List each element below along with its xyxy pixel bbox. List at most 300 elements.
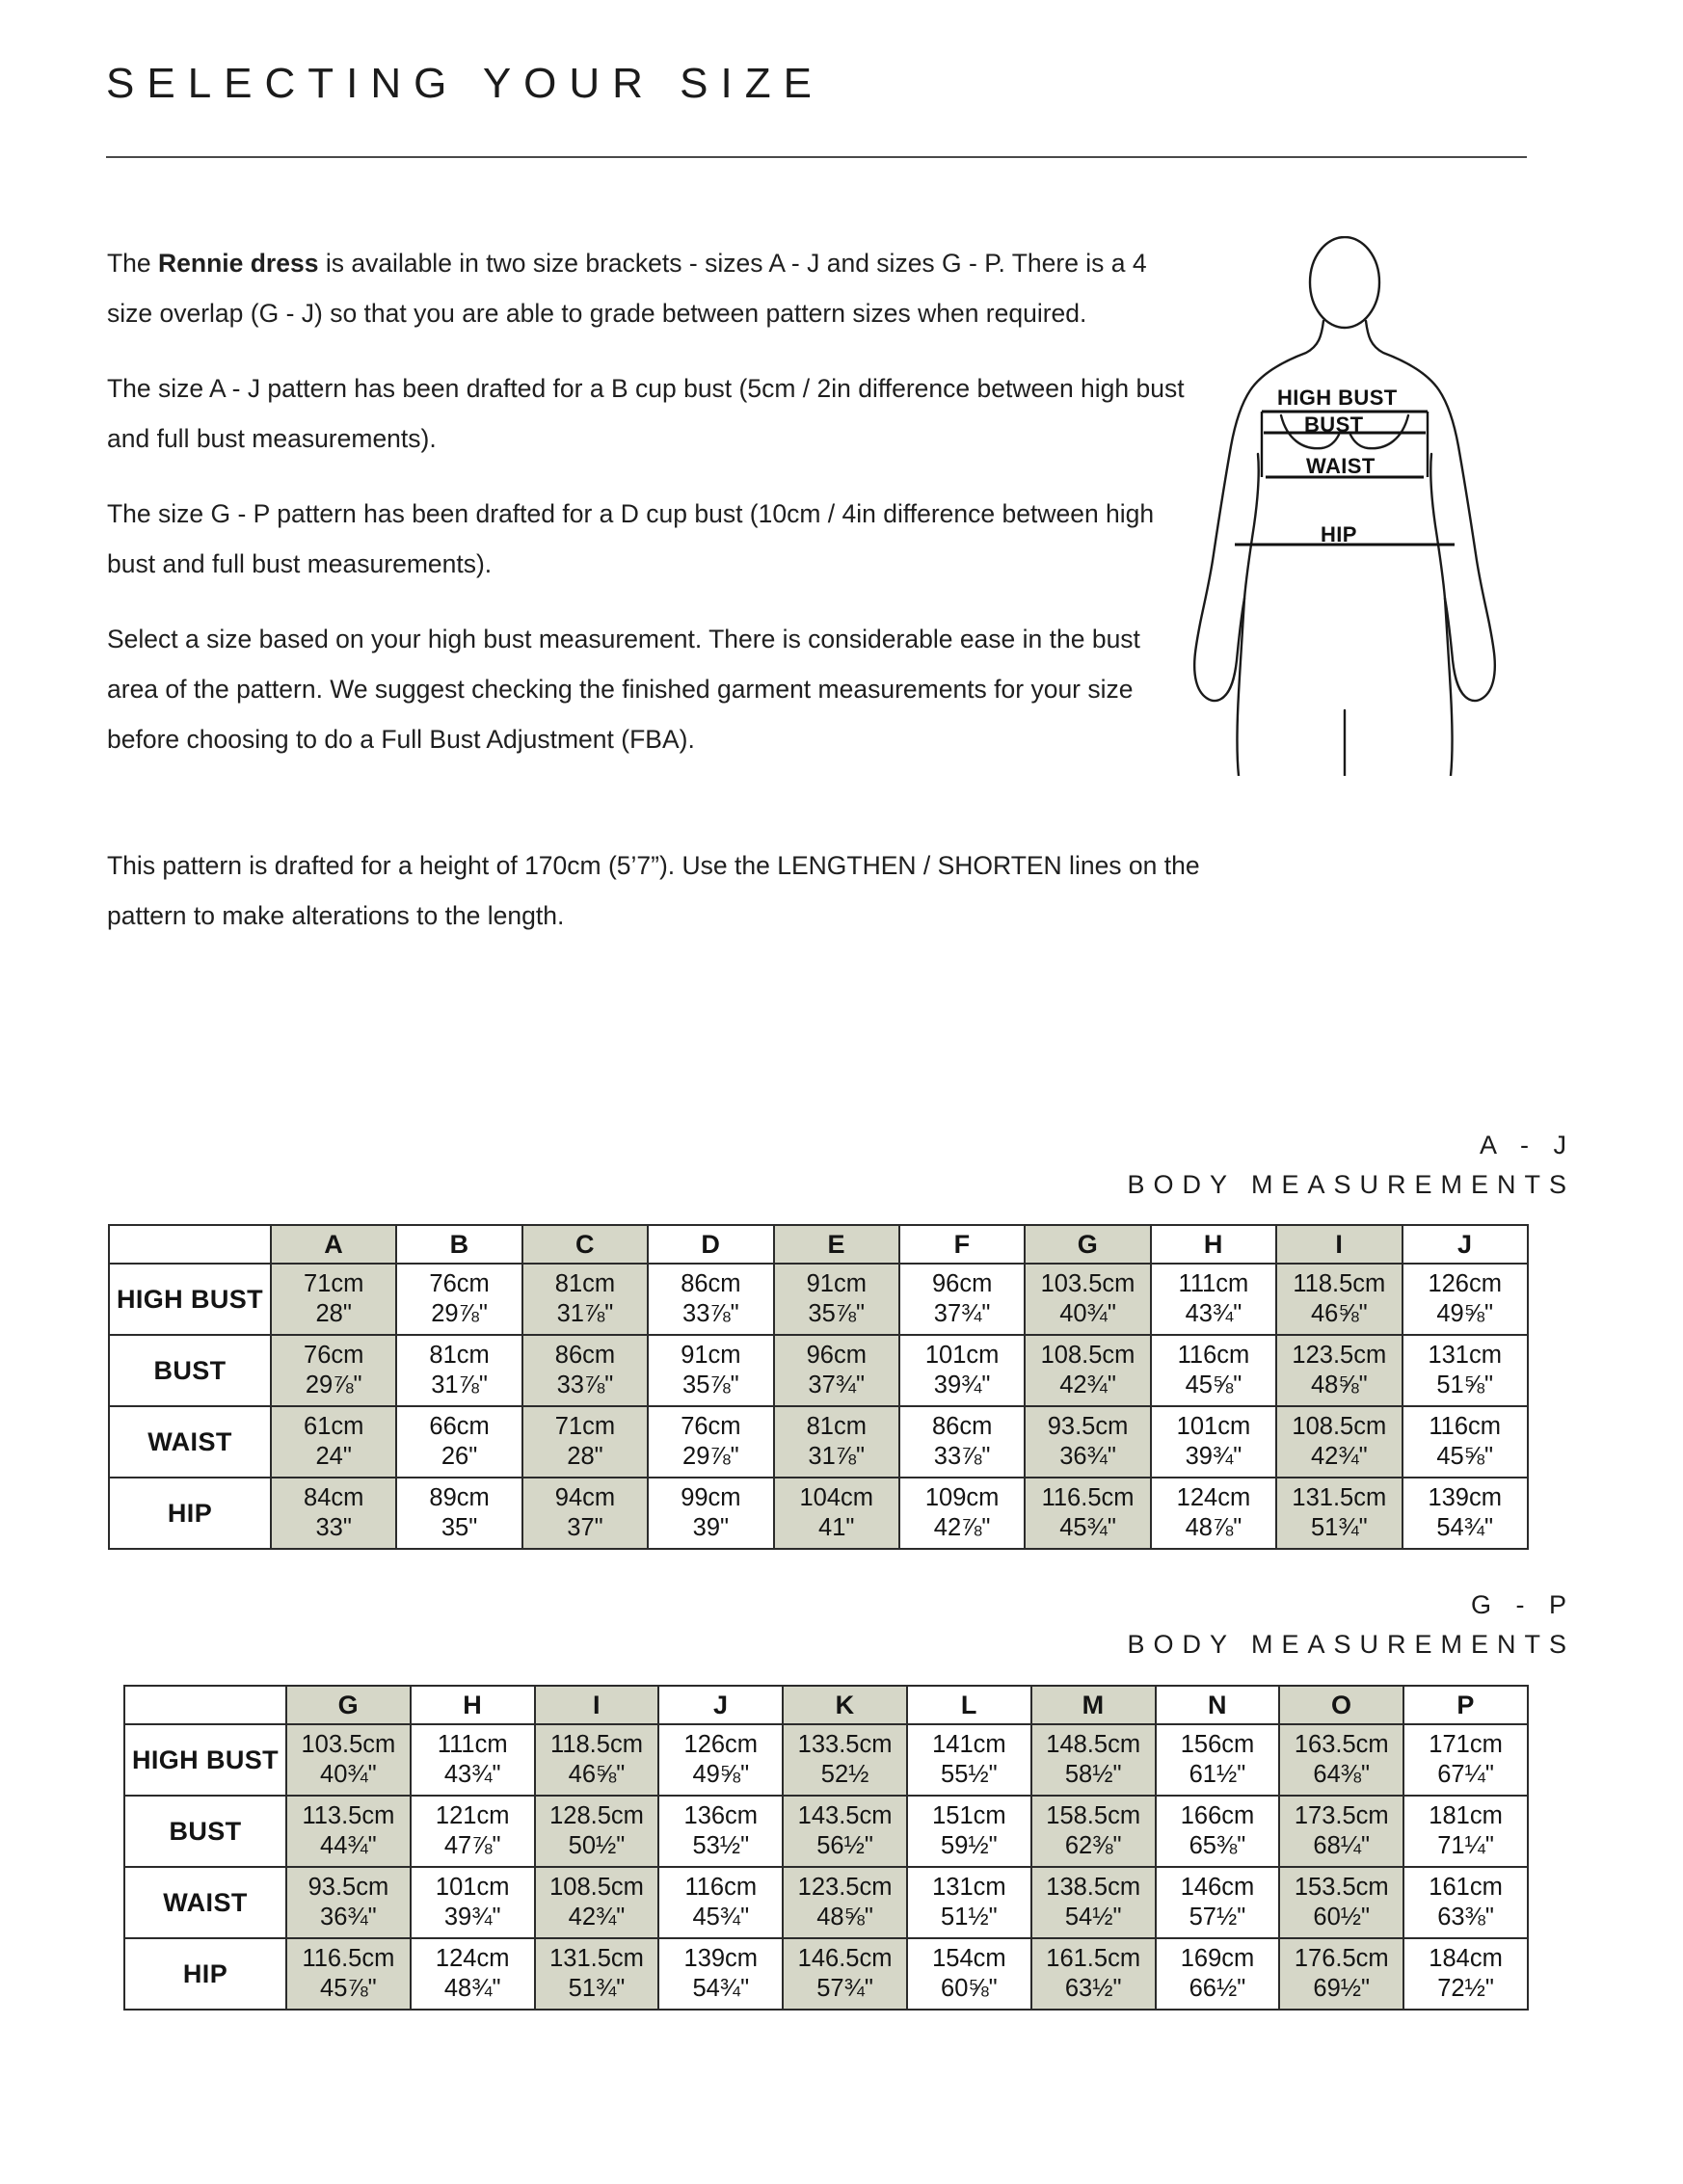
cell-waist-l (907, 1867, 1031, 1938)
column-header-h: H (1151, 1225, 1276, 1264)
height-note-block (107, 840, 1264, 941)
cell-high-bust-k (783, 1724, 907, 1796)
measure-inch: 39¾" (1185, 1443, 1242, 1470)
measure-cm: 116.5cm (1041, 1483, 1135, 1511)
cell-hip-n (1156, 1938, 1280, 2010)
column-header-b: B (396, 1225, 521, 1264)
measure-cm: 128.5cm (549, 1801, 644, 1829)
cell-high-bust-j (1402, 1264, 1528, 1335)
measure-cm: 131.5cm (549, 1944, 644, 1972)
table-row (124, 1724, 1528, 1796)
measure-cm: 108.5cm (1292, 1412, 1387, 1440)
table-row (109, 1264, 1528, 1335)
cell-hip-p (1403, 1938, 1528, 2010)
measure-cm: 108.5cm (549, 1873, 644, 1901)
cell-hip-e (774, 1478, 899, 1549)
left-arm-outline (1194, 321, 1323, 701)
cell-waist-i (1276, 1406, 1402, 1478)
measure-inch: 49⅝" (692, 1761, 750, 1788)
cell-waist-n (1156, 1867, 1280, 1938)
measure-inch: 41" (818, 1514, 855, 1541)
cell-hip-o (1279, 1938, 1403, 2010)
measure-cm: 131.5cm (1292, 1483, 1387, 1511)
measure-cm: 136cm (683, 1801, 759, 1829)
figure-label-bust: BUST (1304, 413, 1364, 437)
cell-hip-j (658, 1938, 783, 2010)
measure-inch: 59½" (941, 1832, 998, 1859)
measure-inch: 45⅞" (320, 1975, 377, 2002)
measure-inch: 39¾" (443, 1904, 501, 1931)
measure-inch: 33" (315, 1514, 352, 1541)
torso-right-lower (1430, 454, 1445, 599)
intro-paragraph-4: Select a size based on your high bust measurement. There is considerable ease in the bust area of the pattern. We suggest checking the finished garment measurements for your size before choosing to do a Full Bust Adjustment (FBA). (107, 625, 1140, 754)
cell-bust-e (774, 1335, 899, 1406)
measure-inch: 36¾" (1059, 1443, 1116, 1470)
measure-cm: 86cm (681, 1269, 741, 1297)
cell-high-bust-p (1403, 1724, 1528, 1796)
cell-waist-k (783, 1867, 907, 1938)
table-corner-cell (109, 1225, 271, 1264)
measure-inch: 57½" (1189, 1904, 1246, 1931)
column-header-f: F (899, 1225, 1025, 1264)
table-row (109, 1478, 1528, 1549)
measure-cm: 86cm (554, 1341, 616, 1369)
measure-cm: 81cm (429, 1341, 490, 1369)
table-row (124, 1796, 1528, 1867)
intro-copy-block (107, 238, 1196, 789)
cell-hip-c (522, 1478, 648, 1549)
row-label-waist: WAIST (124, 1867, 286, 1938)
measure-inch: 42¾" (1310, 1443, 1368, 1470)
measure-cm: 86cm (931, 1412, 993, 1440)
measure-cm: 131cm (932, 1873, 1006, 1901)
cell-high-bust-b (396, 1264, 521, 1335)
measure-inch: 51¾" (1310, 1514, 1368, 1541)
cell-waist-d (648, 1406, 773, 1478)
cell-high-bust-h (411, 1724, 535, 1796)
measure-cm: 171cm (1429, 1730, 1503, 1758)
measure-inch: 35⅞" (808, 1300, 866, 1327)
table-2-heading (1127, 1585, 1575, 1665)
cell-hip-g (1025, 1478, 1150, 1549)
measure-inch: 72½" (1437, 1975, 1494, 2002)
measure-inch: 35" (441, 1514, 478, 1541)
measure-cm: 66cm (429, 1412, 490, 1440)
column-header-n: N (1156, 1686, 1280, 1724)
measure-inch: 64⅜" (1313, 1761, 1371, 1788)
measure-cm: 163.5cm (1294, 1730, 1389, 1758)
column-header-j: J (1402, 1225, 1528, 1264)
measure-cm: 91cm (681, 1341, 741, 1369)
cell-bust-a (271, 1335, 396, 1406)
cell-high-bust-c (522, 1264, 648, 1335)
measure-inch: 48⅞" (1185, 1514, 1242, 1541)
cell-bust-k (783, 1796, 907, 1867)
intro-paragraph-1 (107, 238, 1196, 338)
row-label-hip: HIP (109, 1478, 271, 1549)
cell-waist-a (271, 1406, 396, 1478)
measure-inch: 51⅝" (1436, 1372, 1494, 1398)
measure-cm: 169cm (1180, 1944, 1255, 1972)
cell-hip-i (535, 1938, 659, 2010)
measure-cm: 101cm (435, 1873, 510, 1901)
measure-cm: 116cm (684, 1873, 758, 1901)
cell-waist-j (1402, 1406, 1528, 1478)
cell-bust-g (286, 1796, 411, 1867)
measure-cm: 81cm (806, 1412, 867, 1440)
measure-cm: 181cm (1429, 1801, 1503, 1829)
body-measurements-table-a-j (108, 1224, 1529, 1550)
measure-inch: 71¼" (1437, 1832, 1494, 1859)
measure-cm: 141cm (932, 1730, 1006, 1758)
measure-cm: 103.5cm (1040, 1269, 1135, 1297)
measure-cm: 118.5cm (550, 1730, 643, 1758)
page-title: SELECTING YOUR SIZE (106, 60, 824, 107)
cell-high-bust-n (1156, 1724, 1280, 1796)
figure-label-high-bust: HIGH BUST (1277, 386, 1398, 410)
cell-waist-i (535, 1867, 659, 1938)
measure-cm: 93.5cm (307, 1873, 389, 1901)
measure-inch: 45⅝" (1185, 1372, 1242, 1398)
measure-cm: 116.5cm (302, 1944, 395, 1972)
table-1-heading (1127, 1126, 1575, 1205)
measure-inch: 43¾" (443, 1761, 501, 1788)
measure-cm: 96cm (806, 1341, 867, 1369)
measure-inch: 51¾" (568, 1975, 626, 2002)
title-divider (106, 156, 1527, 158)
measure-inch: 55½" (941, 1761, 998, 1788)
cell-waist-h (411, 1867, 535, 1938)
cell-bust-j (658, 1796, 783, 1867)
row-label-hip: HIP (124, 1938, 286, 2010)
measure-inch: 29⅞" (682, 1443, 739, 1470)
measure-cm: 138.5cm (1046, 1873, 1141, 1901)
measure-cm: 184cm (1429, 1944, 1503, 1972)
cell-bust-c (522, 1335, 648, 1406)
measure-cm: 143.5cm (797, 1801, 893, 1829)
measure-cm: 148.5cm (1046, 1730, 1141, 1758)
cell-waist-f (899, 1406, 1025, 1478)
measure-inch: 33⅞" (556, 1372, 614, 1398)
measure-cm: 71cm (304, 1269, 364, 1297)
measure-cm: 113.5cm (302, 1801, 395, 1829)
measure-inch: 40¾" (1059, 1300, 1116, 1327)
cell-bust-i (535, 1796, 659, 1867)
cell-bust-o (1279, 1796, 1403, 1867)
measure-inch: 67¼" (1437, 1761, 1494, 1788)
column-header-p: P (1403, 1686, 1528, 1724)
measure-inch: 37¾" (933, 1300, 991, 1327)
row-label-high-bust: HIGH BUST (109, 1264, 271, 1335)
table-row (124, 1938, 1528, 2010)
cell-waist-b (396, 1406, 521, 1478)
measure-cm: 158.5cm (1046, 1801, 1141, 1829)
cell-high-bust-h (1151, 1264, 1276, 1335)
measure-inch: 53½" (692, 1832, 750, 1859)
measure-cm: 76cm (304, 1341, 364, 1369)
cell-bust-f (899, 1335, 1025, 1406)
cell-waist-h (1151, 1406, 1276, 1478)
product-name: Rennie dress (158, 249, 319, 278)
cell-high-bust-i (1276, 1264, 1402, 1335)
measure-inch: 33⅞" (682, 1300, 739, 1327)
cell-hip-m (1031, 1938, 1156, 2010)
measure-cm: 99cm (681, 1483, 741, 1511)
measure-cm: 123.5cm (797, 1873, 893, 1901)
measure-inch: 68¼" (1313, 1832, 1371, 1859)
measure-inch: 31⅞" (431, 1372, 488, 1398)
measure-inch: 48⅝" (816, 1904, 873, 1931)
measure-inch: 50½" (568, 1832, 626, 1859)
cell-hip-d (648, 1478, 773, 1549)
measure-inch: 31⅞" (556, 1300, 614, 1327)
cell-bust-d (648, 1335, 773, 1406)
measure-inch: 54¾" (1436, 1514, 1494, 1541)
torso-left-lower (1244, 454, 1259, 599)
cell-high-bust-g (286, 1724, 411, 1796)
measure-cm: 176.5cm (1294, 1944, 1389, 1972)
measure-cm: 111cm (1178, 1269, 1249, 1297)
cell-high-bust-f (899, 1264, 1025, 1335)
right-arm-outline (1366, 321, 1495, 701)
column-header-g: G (286, 1686, 411, 1724)
cell-hip-a (271, 1478, 396, 1549)
measure-inch: 69½" (1313, 1975, 1371, 2002)
column-header-j: J (658, 1686, 783, 1724)
table-row (109, 1335, 1528, 1406)
measure-inch: 48¾" (443, 1975, 501, 2002)
measure-inch: 65⅜" (1189, 1832, 1246, 1859)
measure-cm: 81cm (554, 1269, 616, 1297)
measure-inch: 45¾" (1059, 1514, 1116, 1541)
cell-waist-e (774, 1406, 899, 1478)
measure-cm: 124cm (435, 1944, 510, 1972)
measure-inch: 44¾" (320, 1832, 377, 1859)
measure-inch: 45¾" (692, 1904, 750, 1931)
column-header-l: L (907, 1686, 1031, 1724)
measure-cm: 139cm (683, 1944, 759, 1972)
measure-inch: 54¾" (692, 1975, 750, 2002)
measure-inch: 37¾" (808, 1372, 866, 1398)
measure-cm: 108.5cm (1040, 1341, 1135, 1369)
measure-cm: 124cm (1176, 1483, 1251, 1511)
measure-inch: 31⅞" (808, 1443, 866, 1470)
height-note: This pattern is drafted for a height of 170cm (5’7”). Use the LENGTHEN / SHORTEN lines on the pattern to make alterations to the length. (107, 851, 1200, 930)
table-1-subtitle: BODY MEASUREMENTS (1127, 1170, 1575, 1199)
cell-hip-f (899, 1478, 1025, 1549)
measure-inch: 29⅞" (305, 1372, 362, 1398)
column-header-h: H (411, 1686, 535, 1724)
measure-inch: 52½ (820, 1761, 869, 1788)
measure-inch: 28" (315, 1300, 352, 1327)
measure-inch: 60⅝" (941, 1975, 998, 2002)
measure-inch: 49⅝" (1436, 1300, 1494, 1327)
column-header-i: I (1276, 1225, 1402, 1264)
measure-cm: 96cm (931, 1269, 993, 1297)
cell-high-bust-l (907, 1724, 1031, 1796)
cell-hip-h (1151, 1478, 1276, 1549)
intro-p1-rest: is available in two size brackets - sizes A - J and sizes G - P. There is a 4 size overlap (G - J) so that you are able to grade between pattern sizes when required. (107, 249, 1147, 328)
measure-inch: 63⅜" (1437, 1904, 1494, 1931)
measure-inch: 42⅞" (933, 1514, 991, 1541)
column-header-o: O (1279, 1686, 1403, 1724)
measure-inch: 33⅞" (933, 1443, 991, 1470)
body-measurements-table-g-p (123, 1685, 1529, 2011)
cell-bust-h (411, 1796, 535, 1867)
measure-cm: 126cm (1428, 1269, 1502, 1297)
measure-cm: 121cm (435, 1801, 510, 1829)
measure-inch: 43¾" (1185, 1300, 1242, 1327)
measure-inch: 24" (315, 1443, 352, 1470)
measure-inch: 39¾" (933, 1372, 991, 1398)
column-header-g: G (1025, 1225, 1150, 1264)
cell-hip-l (907, 1938, 1031, 2010)
head-shape (1310, 237, 1379, 328)
cell-high-bust-d (648, 1264, 773, 1335)
cell-waist-c (522, 1406, 648, 1478)
cell-waist-p (1403, 1867, 1528, 1938)
measure-cm: 101cm (924, 1341, 1000, 1369)
cell-hip-h (411, 1938, 535, 2010)
table-2-subtitle: BODY MEASUREMENTS (1127, 1630, 1575, 1659)
measure-inch: 66½" (1189, 1975, 1246, 2002)
measure-inch: 48⅝" (1310, 1372, 1368, 1398)
table-corner-cell (124, 1686, 286, 1724)
column-header-k: K (783, 1686, 907, 1724)
measure-cm: 84cm (304, 1483, 364, 1511)
measure-cm: 116cm (1177, 1341, 1250, 1369)
measure-cm: 154cm (932, 1944, 1006, 1972)
cell-high-bust-e (774, 1264, 899, 1335)
measure-inch: 45⅝" (1436, 1443, 1494, 1470)
measure-cm: 101cm (1176, 1412, 1251, 1440)
figure-label-hip: HIP (1321, 522, 1357, 546)
cell-hip-k (783, 1938, 907, 2010)
cell-bust-m (1031, 1796, 1156, 1867)
measure-cm: 139cm (1428, 1483, 1502, 1511)
measure-cm: 151cm (932, 1801, 1006, 1829)
table-1-range: A - J (1479, 1131, 1575, 1159)
measure-inch: 46⅝" (568, 1761, 626, 1788)
cell-waist-g (286, 1867, 411, 1938)
intro-paragraph-3: The size G - P pattern has been drafted for a D cup bust (10cm / 4in difference between high bust and full bust measurements). (107, 499, 1155, 578)
measure-inch: 63½" (1064, 1975, 1122, 2002)
measure-cm: 126cm (683, 1730, 759, 1758)
measure-cm: 146cm (1180, 1873, 1255, 1901)
intro-p1-lead: The (107, 249, 159, 278)
cell-hip-j (1402, 1478, 1528, 1549)
measure-cm: 61cm (304, 1412, 364, 1440)
measure-cm: 173.5cm (1294, 1801, 1389, 1829)
cell-high-bust-i (535, 1724, 659, 1796)
measure-inch: 60½" (1313, 1904, 1371, 1931)
cell-bust-n (1156, 1796, 1280, 1867)
body-outline-svg (1162, 236, 1528, 776)
cell-bust-h (1151, 1335, 1276, 1406)
column-header-e: E (774, 1225, 899, 1264)
cell-high-bust-j (658, 1724, 783, 1796)
measure-cm: 161cm (1429, 1873, 1503, 1901)
table-row (109, 1406, 1528, 1478)
column-header-d: D (648, 1225, 773, 1264)
measure-cm: 133.5cm (797, 1730, 893, 1758)
cell-high-bust-o (1279, 1724, 1403, 1796)
table-row (124, 1867, 1528, 1938)
measure-inch: 57¾" (816, 1975, 873, 2002)
measure-cm: 131cm (1428, 1341, 1502, 1369)
row-label-bust: BUST (124, 1796, 286, 1867)
measure-inch: 35⅞" (682, 1372, 739, 1398)
column-header-a: A (271, 1225, 396, 1264)
cell-waist-j (658, 1867, 783, 1938)
cell-hip-b (396, 1478, 521, 1549)
measure-cm: 93.5cm (1047, 1412, 1129, 1440)
intro-paragraph-2: The size A - J pattern has been drafted for a B cup bust (5cm / 2in difference between high bust and full bust measurements). (107, 374, 1185, 453)
measure-cm: 91cm (806, 1269, 867, 1297)
cell-high-bust-m (1031, 1724, 1156, 1796)
measure-inch: 58½" (1064, 1761, 1122, 1788)
measure-inch: 26" (441, 1443, 478, 1470)
measure-cm: 116cm (1429, 1412, 1502, 1440)
measure-inch: 42¾" (568, 1904, 626, 1931)
table-2-range: G - P (1470, 1590, 1575, 1619)
cell-bust-g (1025, 1335, 1150, 1406)
measure-cm: 76cm (681, 1412, 741, 1440)
measure-cm: 89cm (429, 1483, 490, 1511)
cell-bust-i (1276, 1335, 1402, 1406)
cell-hip-i (1276, 1478, 1402, 1549)
measure-inch: 37" (567, 1514, 603, 1541)
measure-cm: 103.5cm (301, 1730, 396, 1758)
row-label-waist: WAIST (109, 1406, 271, 1478)
cell-bust-p (1403, 1796, 1528, 1867)
measure-inch: 47⅞" (443, 1832, 501, 1859)
measure-inch: 29⅞" (431, 1300, 488, 1327)
measure-inch: 46⅝" (1310, 1300, 1368, 1327)
measure-cm: 156cm (1180, 1730, 1255, 1758)
cell-waist-o (1279, 1867, 1403, 1938)
cell-bust-b (396, 1335, 521, 1406)
cell-bust-j (1402, 1335, 1528, 1406)
measure-cm: 153.5cm (1294, 1873, 1389, 1901)
measure-inch: 51½" (941, 1904, 998, 1931)
measure-cm: 104cm (799, 1483, 874, 1511)
measure-inch: 36¾" (320, 1904, 377, 1931)
cell-hip-g (286, 1938, 411, 2010)
column-header-m: M (1031, 1686, 1156, 1724)
measure-cm: 123.5cm (1292, 1341, 1387, 1369)
measure-inch: 54½" (1064, 1904, 1122, 1931)
measure-inch: 39" (692, 1514, 730, 1541)
row-label-high-bust: HIGH BUST (124, 1724, 286, 1796)
cell-bust-l (907, 1796, 1031, 1867)
measure-inch: 62⅜" (1064, 1832, 1122, 1859)
measure-cm: 146.5cm (797, 1944, 893, 1972)
measure-inch: 56½" (816, 1832, 873, 1859)
measure-inch: 28" (567, 1443, 603, 1470)
measure-cm: 94cm (554, 1483, 616, 1511)
measure-cm: 118.5cm (1293, 1269, 1386, 1297)
measure-cm: 161.5cm (1046, 1944, 1141, 1972)
measure-cm: 111cm (437, 1730, 508, 1758)
cell-waist-g (1025, 1406, 1150, 1478)
cell-waist-m (1031, 1867, 1156, 1938)
measure-cm: 76cm (429, 1269, 490, 1297)
figure-label-waist: WAIST (1306, 454, 1376, 478)
measure-inch: 42¾" (1059, 1372, 1116, 1398)
column-header-i: I (535, 1686, 659, 1724)
measure-cm: 109cm (924, 1483, 1000, 1511)
